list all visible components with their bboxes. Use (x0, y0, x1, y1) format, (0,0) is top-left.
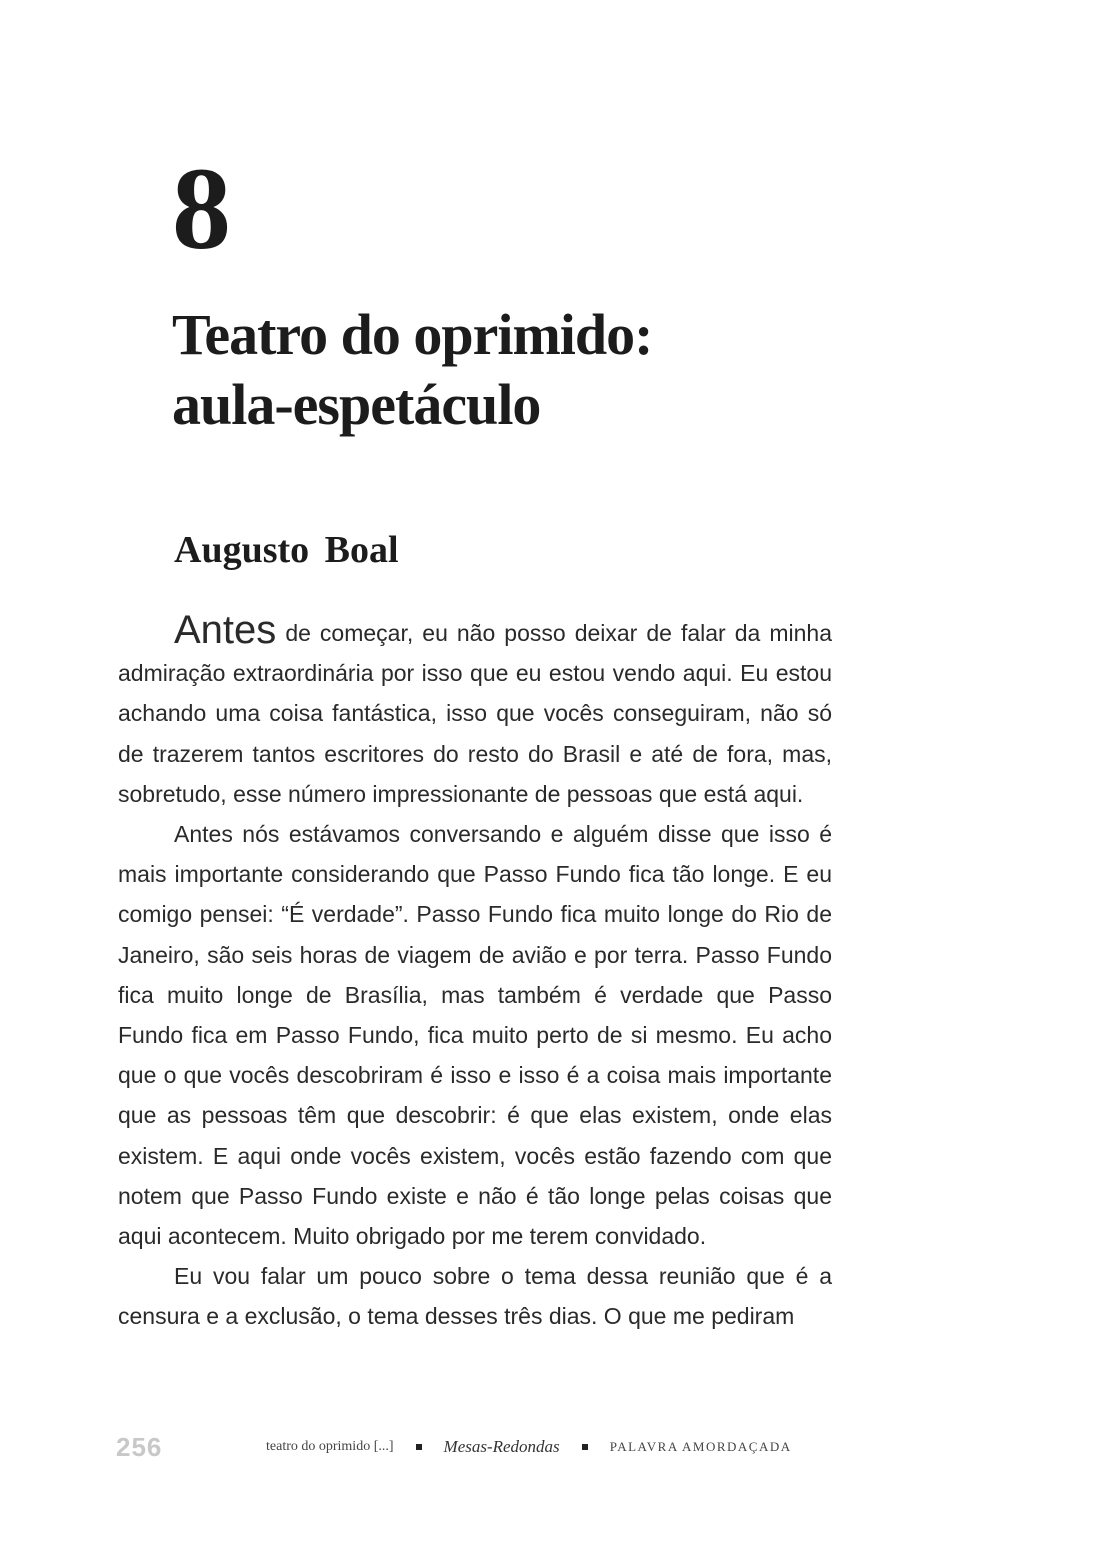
opening-word: Antes (174, 608, 277, 652)
footer-book-title: PALAVRA AMORDAÇADA (609, 1439, 792, 1454)
page-number: 256 (116, 1431, 163, 1462)
author-name: Augusto Boal (174, 529, 399, 571)
paragraph-1 (118, 610, 832, 814)
paragraph-3: Eu vou falar um pouco sobre o tema dessa reunião que é a censura e a exclusão, o tema desses três dias. O que me pediram (118, 1263, 832, 1330)
body-text (118, 610, 832, 1337)
footer-separator-icon (416, 1444, 422, 1450)
paragraph-1-text: de começar, eu não posso deixar de falar da minha admiração extraordinária por isso que eu estou vendo aqui. Eu estou achando uma coisa fantástica, isso que vocês conseguiram, não só de trazerem tantos escritores do resto do Brasil e até de fora, mas, sobretudo, esse número impressionante de pessoas que está aqui. (118, 620, 832, 807)
chapter-number: 8 (172, 143, 231, 274)
paragraph-2: Antes nós estávamos conversando e alguém disse que isso é mais importante considerando que Passo Fundo fica tão longe. E eu comigo pensei: “É verdade”. Passo Fundo fica muito longe do Rio de Janeiro, são seis horas de viagem de avião e por terra. Passo Fundo fica muito longe de Brasília, mas também é verdade que Passo Fundo fica em Passo Fundo, fica muito perto de si mesmo. Eu acho que o que vocês descobriram é isso e isso é a coisa mais importante que as pessoas têm que descobrir: é que elas existem, onde elas existem. E aqui onde vocês existem, vocês estão fazendo com que notem que Passo Fundo existe e não é tão longe pelas coisas que aqui acontecem. Muito obrigado por me terem convidado. (118, 821, 832, 1250)
chapter-title-line-1: Teatro do oprimido: (172, 302, 653, 367)
chapter-title (172, 300, 932, 440)
page-footer (116, 1432, 836, 1462)
footer-separator-icon (582, 1444, 588, 1450)
footer-section-title: Mesas-Redondas (443, 1437, 560, 1456)
chapter-title-line-2: aula-espetáculo (172, 372, 541, 437)
footer-running-title: teatro do oprimido [...] (266, 1439, 394, 1454)
